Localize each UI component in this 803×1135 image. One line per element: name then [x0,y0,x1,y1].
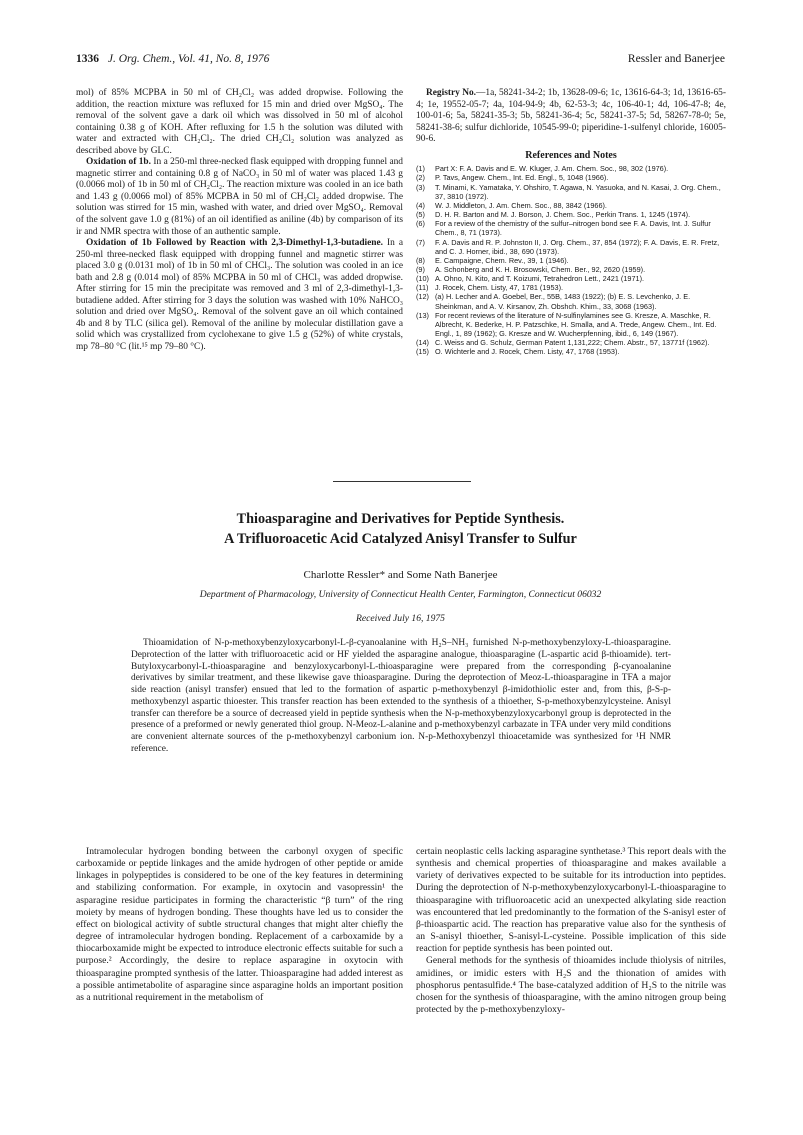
section-text: In a 250-ml three-necked flask equipped with dropping funnel and magnetic stirrer and containing 0.8 g of NaCO₃ in 50 ml of water was placed 1.43 g (0.0066 mol) of 1b in 50 ml of CH₂Cl₂. The reaction mixture was cooled in an ice bath and 1.43 g (0.0066 mol) of 85% MCPBA in 50 ml of CH₂Cl₂ added dropwise. The solution was stirred for 15 min, washed with water, and dried over MgSO₄. Removal of the solvent gave 1.0 g (81%) of an oil identified as aniline (4b) by comparison of its ir and NMR spectra with those of an authentic sample. [76,157,403,237]
section-run-in-head: Oxidation of 1b. [86,157,151,168]
reference-text: D. H. R. Barton and M. J. Borson, J. Chem. Soc., Perkin Trans. 1, 1245 (1974). [435,210,691,220]
article-authors: Charlotte Ressler* and Some Nath Banerjee [303,569,498,581]
reference-item [416,292,726,310]
reference-item [416,311,726,338]
body-right-column [416,846,726,1016]
reference-text: A. Schonberg and K. H. Brosowski, Chem. Ber., 92, 2620 (1959). [435,265,646,274]
reference-number: (9) [416,265,425,274]
body-paragraph: Intramolecular hydrogen bonding between the carbonyl oxygen of specific carboxamide or peptide linkages and the amide hydrogen of other peptide or amide linkages in polypeptides is considered to be one of the key features in determining and stabilizing conformation. For example, in oxytocin and vasopressin¹ the asparagine residue participates in forming the characteristic “β turn” of the ring moiety by means of hydrogen bonding. These thoughts have led us to consider the effect on biological activity of subtle structural changes that might alter chiefly the degree of intramolecular hydrogen bonding. Replacement of a carboxamide by a thiocarboxamide might be expected to introduce electronic effects suitable for such a purpose.² Accordingly, the desire to replace asparagine in oxytocin with thioasparagine prompted synthesis of the latter. Thioasparagine had added interest as a possible antimetabolite of asparagine since asparagine holds an important position as a nutritional requirement in the metabolism of [76,846,403,1003]
reference-item [416,338,726,347]
reference-number: (2) [416,173,425,183]
page-number: 1336 [76,53,99,65]
reference-text: A. Ohno, N. Kito, and T. Koizumi, Tetrahedron Lett., 2421 (1971). [435,274,645,284]
reference-number: (15) [416,347,429,357]
reference-number: (4) [416,200,425,210]
reference-item [416,183,726,201]
reference-item [416,201,726,210]
reference-item [416,210,726,219]
received-date: Received July 16, 1975 [356,613,445,624]
section-divider [333,481,471,482]
article-affiliation: Department of Pharmacology, University of Connecticut Health Center, Farmington, Connecticut 06032 [199,589,602,600]
reference-item [416,173,726,182]
experimental-paragraph [76,157,403,238]
reference-item [416,265,726,274]
reference-item [416,347,726,356]
reference-number: (5) [416,210,425,220]
reference-text: For a review of the chemistry of the sulfur–nitrogen bond see F. A. Davis, Int. J. Sulfur Chem., 8, 71 (1973). [435,219,711,238]
reference-text: Part X: F. A. Davis and E. W. Kluger, J. Am. Chem. Soc., 98, 302 (1976). [435,164,669,174]
section-text: In a 250-ml three-necked flask equipped with dropping funnel and magnetic stirrer was placed 3.0 g (0.0131 mol) of 1b in 50 ml of CHCl₃. The solution was cooled in an ice bath and 2.8 g (0.014 mol) of 85% MCPBA in 50 ml of CHCl₃ was added dropwise. After stirring for 15 min the precipitate was removed and 3 ml of 2,3-dimethyl-1,3-butadiene added. After stirring for 3 days the solution was washed with 10% NaHCO₃ solution and dried over MgSO₄. Removal of the solvent gave an oil which contained 4b and 8 by TLC (silica gel). Removal of the aniline by molecular distillation gave a solid which was crystallized from cyclohexane to give 1.5 g (52%) of white crystals, mp 78–80 °C (lit.¹⁵ mp 79–80 °C). [76,238,403,353]
reference-item [416,283,726,292]
reference-item [416,274,726,283]
references-heading: References and Notes [525,149,617,161]
article-abstract: Thioamidation of N-p-methoxybenzyloxycarbonyl-L-β-cyanoalanine with H₂S–NH₃ furnished N-p-methoxybenzyloxy-L-thioasparagine. Deprotection of the latter with trifluoroacetic acid or HF yielded the asparagine analogue, thioasparagine (L-aspartic acid β-thioamide). tert-Butyloxycarbonyl-L-thioasparagine and benzyloxycarbonyl-L-thioasparagine were prepared from the corresponding β-cyanoalanine derivatives by similar treatment, and these likewise gave thioasparagine. During the deprotection of Meoz-L-thioasparagine in TFA a major side reaction (anisyl transfer) ensued that led to the formation of aspartic p-methoxybenzyl β-imidothiolic ester and, from this, β-S-p-methoxybenzyl aspartic thioester. This transfer reaction has been extended to the synthesis of a thioether, S-p-methoxybenzylcysteine. Anisyl transfer can therefore be a source of decreased yield in peptide synthesis when the N-p-methoxybenzyloxycarbonyl group is deprotected in the presence of a preformed or newly generated thiol group. N-Meoz-L-alanine and p-methoxybenzyl carbazate in TFA under very mild conditions are convenient alternate sources of the p-methoxybenzyl carbonium ion. N-p-Methoxybenzyl thioacetamide was synthesized for ¹H NMR reference. [131,638,671,754]
reference-text: O. Wichterle and J. Rocek, Chem. Listy, 47, 1768 (1953). [435,347,620,357]
running-head-authors: Ressler and Banerjee [627,53,725,65]
article-title-line-1: Thioasparagine and Derivatives for Peptide Synthesis. [236,511,565,527]
reference-item [416,219,726,237]
reference-text: For recent reviews of the literature of N-sulfinylamines see G. Kresze, A. Maschke, R. Albrecht, K. Bederke, H. P. Patzschke, H. Smalla, and A. Trede, Angew. Chem., Int. Ed. Engl., 1, 89 (1962); G. Kresze and W. Wucherpfenning, ibid., 6, 149 (1967). [435,310,717,339]
experimental-paragraph [76,238,403,353]
reference-text: F. A. Davis and R. P. Johnston II, J. Org. Chem., 37, 854 (1972); F. A. Davis, E. R. Fretz, and C. J. Horner, ibid., 38, 690 (1973). [435,237,720,256]
reference-number: (13) [416,310,429,320]
reference-number: (14) [416,338,429,348]
reference-number: (12) [416,292,429,302]
reference-item [416,164,726,173]
reference-number: (7) [416,237,425,247]
body-left-column [76,846,403,1004]
running-head [76,53,725,71]
left-column-experimental [76,88,403,354]
reference-number: (6) [416,219,425,229]
reference-text: W. J. Middleton, J. Am. Chem. Soc., 88, 3842 (1966). [435,200,607,210]
registry-numbers [416,88,726,146]
reference-number: (8) [416,255,425,265]
body-paragraph: certain neoplastic cells lacking asparagine synthetase.³ This report deals with the synthesis and chemical properties of thioasparagine and makes available a variety of derivatives expected to be suitable for its introduction into peptides. During the deprotection of N-p-methoxybenzyloxycarbonyl-L-thioasparagine to thioasparagine with trifluoroacetic acid an unexpected alkylating side reaction was encountered that led predominantly to the formation of the S-anisyl ester of β-thioaspartic acid. The reaction has preparative value also for the synthesis of an S-anisyl thioether, S-anisyl-L-cysteine. Possible implication of this side reaction for peptide synthesis has been pointed out. [416,846,726,955]
reference-item [416,256,726,265]
article-title-line-2: A Trifluoroacetic Acid Catalyzed Anisyl Transfer to Sulfur [224,531,577,547]
references-list [416,164,726,356]
reference-text: C. Weiss and G. Schulz, German Patent 1,131,222; Chem. Abstr., 57, 13771f (1962). [435,338,710,348]
running-head-left [76,53,269,65]
body-paragraph: General methods for the synthesis of thioamides include thiolysis of nitriles, amidines, or imidic esters with H₂S and the thionation of amides with phosphorus pentasulfide.⁴ The base-catalyzed addition of H₂S to the nitrile was chosen for the synthesis of thioasparagine, with the amino nitrogen group being protected by the p-methoxybenzyloxy- [416,955,726,1016]
reference-number: (3) [416,182,425,192]
journal-citation: J. Org. Chem., Vol. 41, No. 8, 1976 [107,53,270,65]
registry-head: Registry No. [426,88,477,98]
reference-text: E. Campaigne, Chem. Rev., 39, 1 (1946). [435,255,569,265]
reference-number: (11) [416,283,429,293]
right-column-registry-refs [416,88,726,357]
reference-text: T. Minami, K. Yamataka, Y. Ohshiro, T. Agawa, N. Yasuoka, and N. Kasai, J. Org. Chem., 37, 3810 (1972). [435,182,721,201]
reference-text: (a) H. Lecher and A. Goebel, Ber., 55B, 1483 (1922); (b) E. S. Levchenko, J. E. Sheinkman, and A. V. Kirsanov, Zh. Obshch. Khim., 33, 3068 (1963). [435,292,691,311]
registry-text: —1a, 58241-34-2; 1b, 13628-09-6; 1c, 13616-64-3; 1d, 13616-65-4; 1e, 19552-05-7; 4a, 104-94-9; 4b, 62-53-3; 4c, 106-40-1; 4d, 106-47-8; 4e, 100-01-6; 5a, 58241-35-3; 5b, 58241-36-4; 5c, 58241-37-5; 5d, 58267-78-0; 5e, 58241-38-6; sulfur dichloride, 10545-99-0; piperidine-1-sulfenyl chloride, 16005-90-6. [416,88,726,145]
reference-text: P. Tavs, Angew. Chem., Int. Ed. Engl., 5, 1048 (1966). [435,173,609,183]
experimental-paragraph: mol) of 85% MCPBA in 50 ml of CH₂Cl₂ was added dropwise. Following the addition, the reaction mixture was refluxed for 15 min and dried over MgSO₄. The removal of the solvent gave a dark oil which was dissolved in 50 ml of alcohol containing 0.38 g of KOH. After refluxing for 1.5 h the solution was diluted with water and extracted with CH₂Cl₂. The dried CH₂Cl₂ solution was analyzed as described above by GLC. [76,88,403,156]
section-run-in-head: Oxidation of 1b Followed by Reaction with 2,3-Dimethyl-1,3-butadiene. [86,238,384,249]
reference-text: J. Rocek, Chem. Listy, 47, 1781 (1953). [435,283,564,293]
reference-number: (1) [416,164,425,174]
reference-item [416,238,726,256]
reference-number: (10) [416,274,429,284]
